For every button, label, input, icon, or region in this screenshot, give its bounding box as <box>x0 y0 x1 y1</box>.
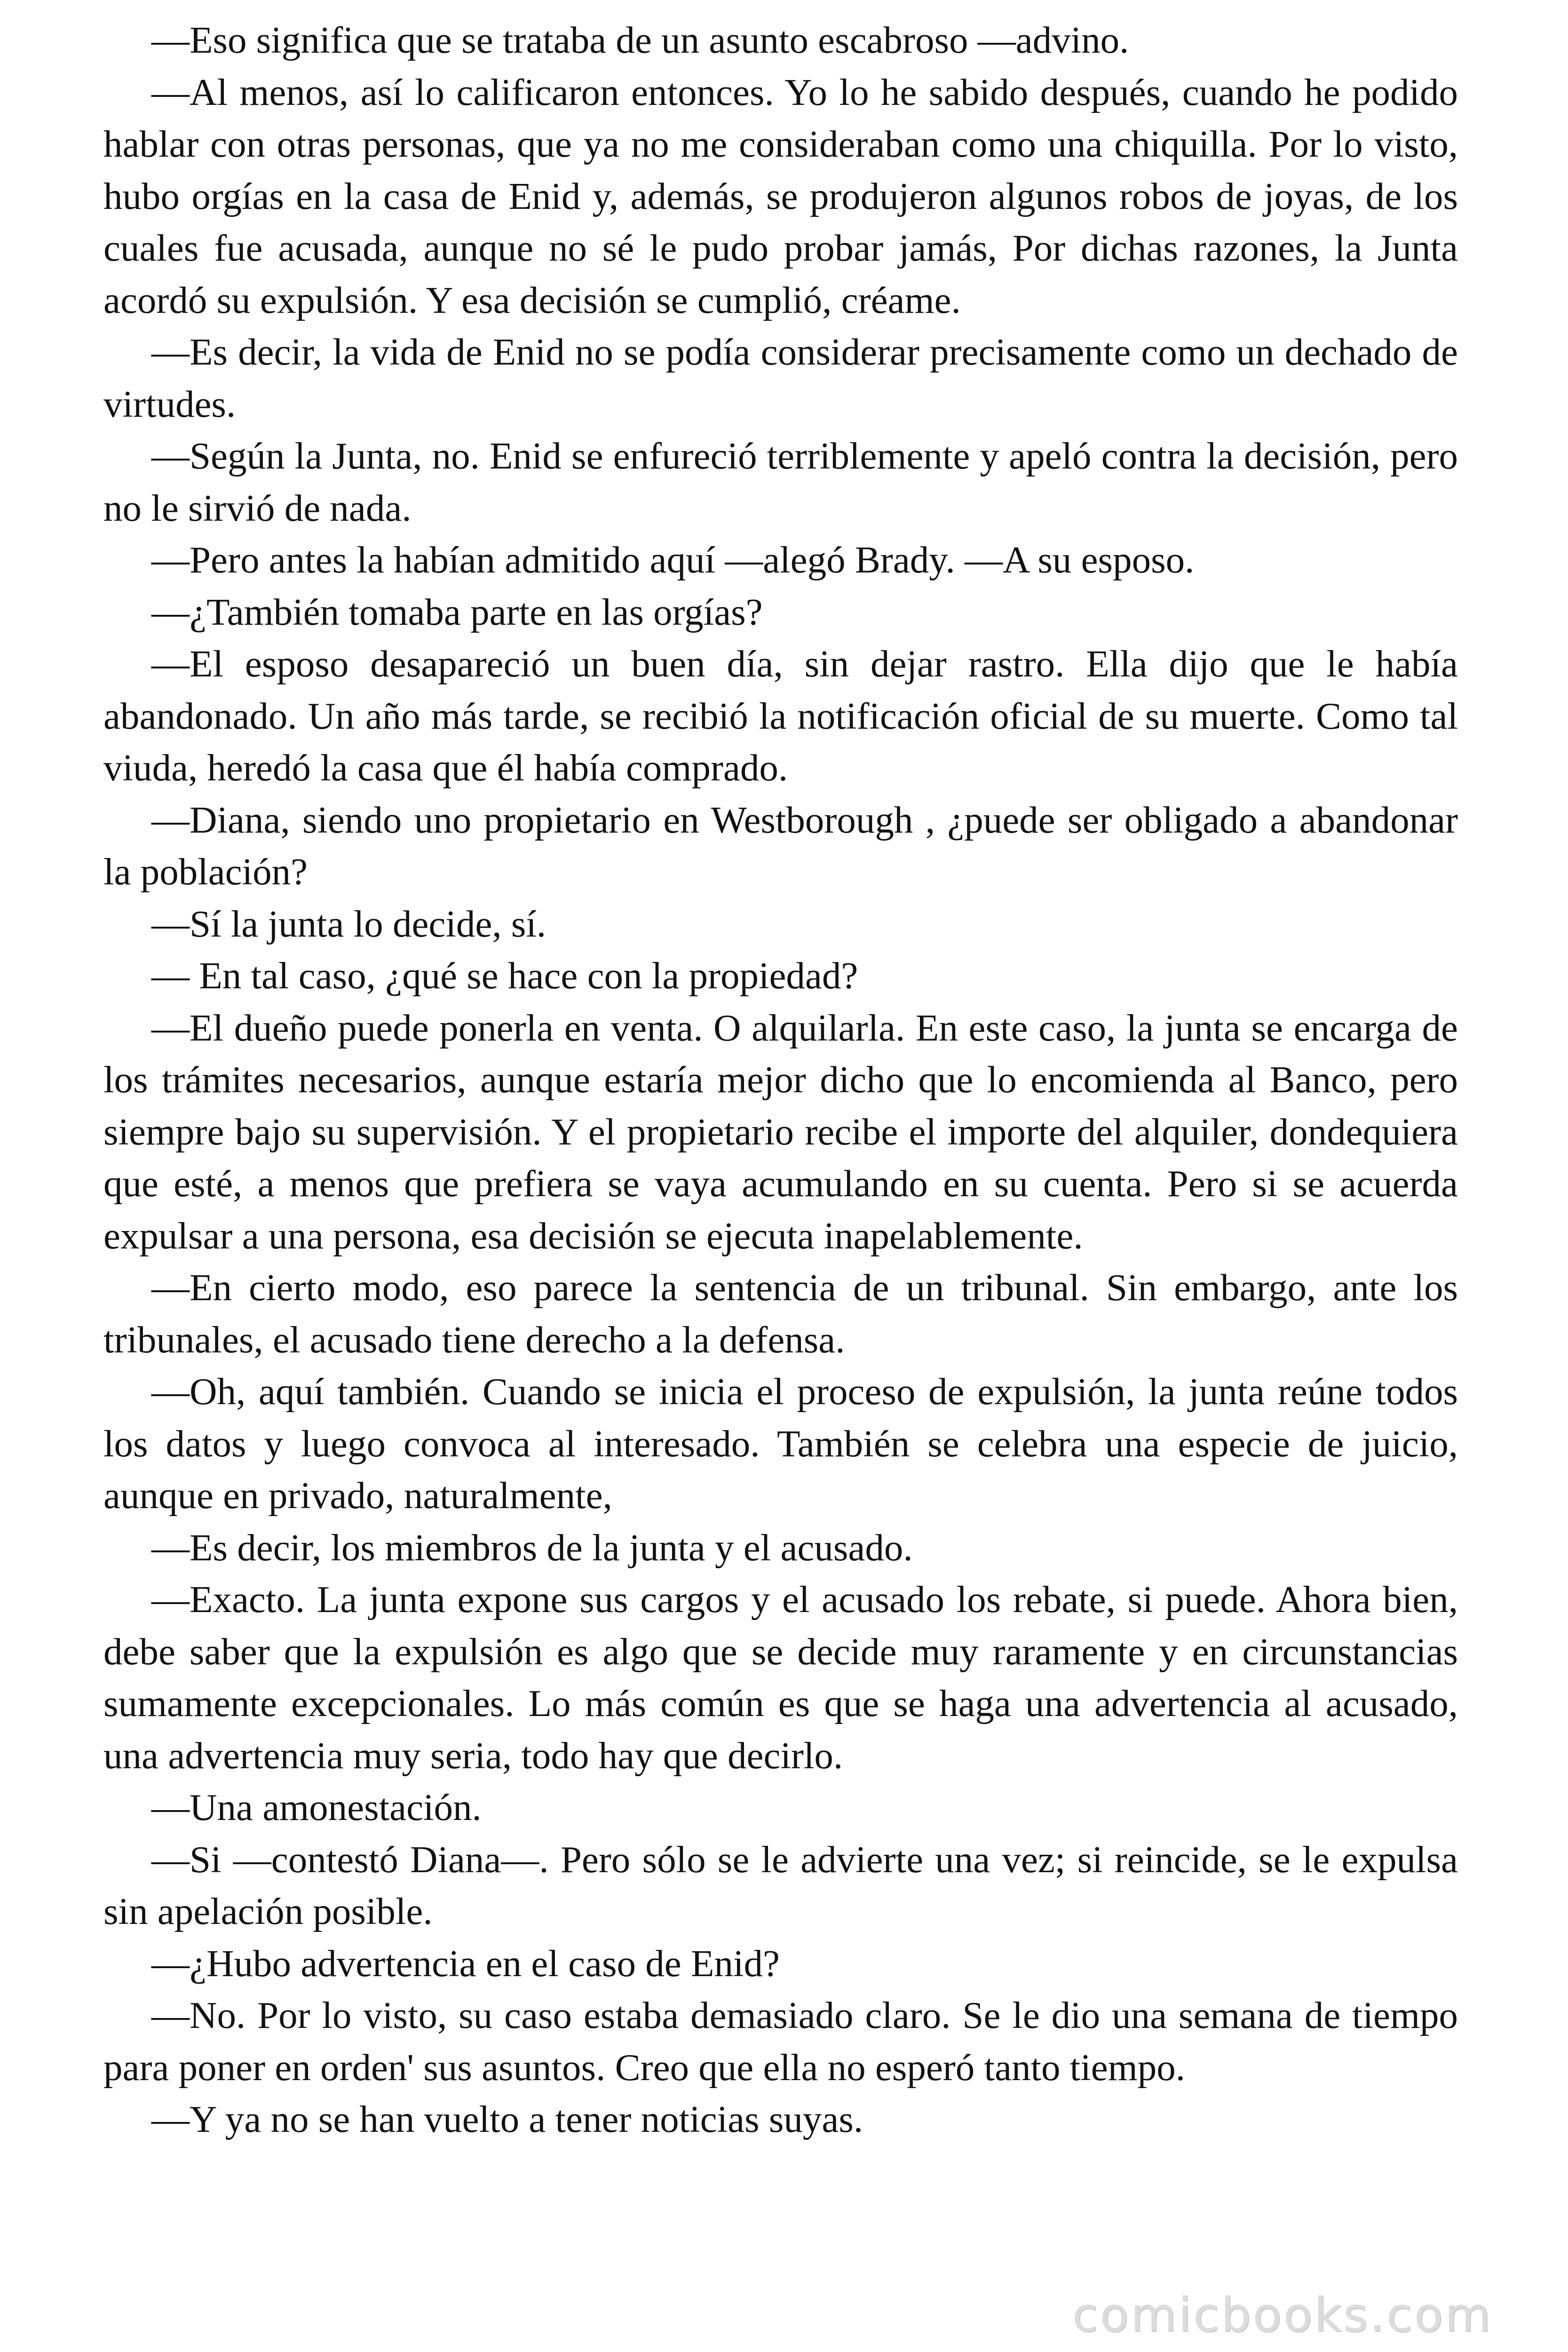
paragraph: —El dueño puede ponerla en venta. O alquilarla. En este caso, la junta se encarga de los trámites necesarios, aunque estaría mejor dicho que lo encomienda al Banco, pero siempre bajo su supervisión. Y el propietario recibe el importe del alquiler, dondequiera que esté, a menos que prefiera se vaya acumulando en su cuenta. Pero si se acuerda expulsar a una persona, esa decisión se ejecuta inapelablemente. <box>103 1006 1458 1257</box>
book-page-text <box>103 14 1458 2145</box>
watermark: comicbooks.com <box>1072 2288 1493 2343</box>
paragraph: —Al menos, así lo calificaron entonces. Yo lo he sabido después, cuando he podido hablar con otras personas, que ya no me consideraban como una chiquilla. Por lo visto, hubo orgías en la casa de Enid y, además, se produjeron algunos robos de joyas, de los cuales fue acusada, aunque no sé le pudo probar jamás, Por dichas razones, la Junta acordó su expulsión. Y esa decisión se cumplió, créame. <box>103 71 1458 321</box>
paragraph: —Diana, siendo uno propietario en Westborough , ¿puede ser obligado a abandonar la población? <box>103 798 1458 893</box>
paragraph: —¿También tomaba parte en las orgías? <box>151 590 763 633</box>
paragraph: —Es decir, los miembros de la junta y el acusado. <box>151 1526 913 1569</box>
paragraph: —En cierto modo, eso parece la sentencia de un tribunal. Sin embargo, ante los tribunales, el acusado tiene derecho a la defensa. <box>103 1266 1458 1361</box>
paragraph: —Exacto. La junta expone sus cargos y el acusado los rebate, si puede. Ahora bien, debe saber que la expulsión es algo que se decide muy raramente y en circunstancias sumamente excepcionales. Lo más común es que se haga una advertencia al acusado, una advertencia muy seria, todo hay que decirlo. <box>103 1578 1458 1777</box>
paragraph: —¿Hubo advertencia en el caso de Enid? <box>151 1942 780 1985</box>
paragraph: —Oh, aquí también. Cuando se inicia el proceso de expulsión, la junta reúne todos los datos y luego convoca al interesado. También se celebra una especie de juicio, aunque en privado, naturalmente, <box>103 1370 1458 1517</box>
paragraph: —No. Por lo visto, su caso estaba demasiado claro. Se le dio una semana de tiempo para poner en orden' sus asuntos. Creo que ella no esperó tanto tiempo. <box>103 1994 1458 2089</box>
paragraph: —El esposo desapareció un buen día, sin dejar rastro. Ella dijo que le había abandonado. Un año más tarde, se recibió la notificación oficial de su muerte. Como tal viuda, heredó la casa que él había comprado. <box>103 643 1458 789</box>
paragraph: —Si —contestó Diana—. Pero sólo se le advierte una vez; si reincide, se le expulsa sin apelación posible. <box>103 1838 1458 1932</box>
paragraph: —Pero antes la habían admitido aquí —alegó Brady. —A su esposo. <box>151 539 1195 581</box>
paragraph: —Es decir, la vida de Enid no se podía considerar precisamente como un dechado de virtudes. <box>103 331 1458 425</box>
paragraph: —Y ya no se han vuelto a tener noticias suyas. <box>151 2098 863 2140</box>
paragraph: —Una amonestación. <box>151 1786 482 1828</box>
paragraph: —Según la Junta, no. Enid se enfureció terriblemente y apeló contra la decisión, pero no le sirvió de nada. <box>103 435 1458 529</box>
paragraph: —Sí la junta lo decide, sí. <box>151 902 546 945</box>
paragraph: — En tal caso, ¿qué se hace con la propiedad? <box>151 954 858 997</box>
paragraph: —Eso significa que se trataba de un asunto escabroso —advino. <box>151 19 1129 61</box>
